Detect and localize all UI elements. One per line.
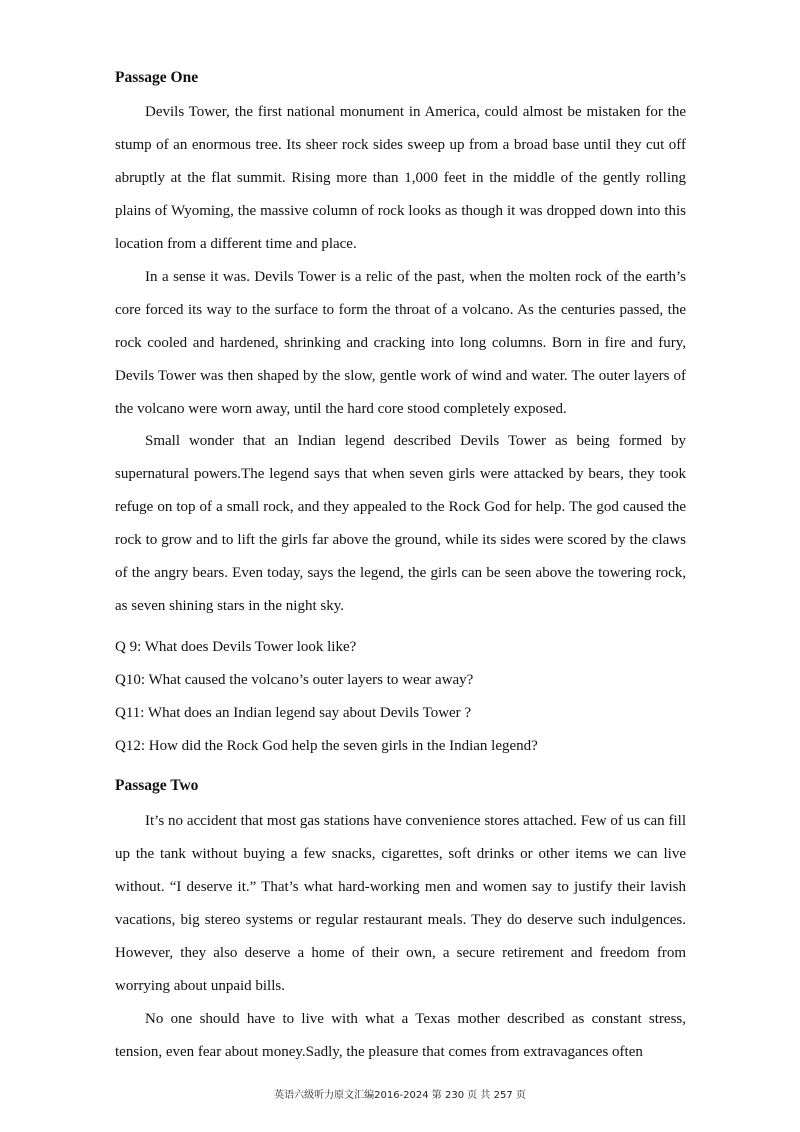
page-footer: 英语六级听力原文汇编2016-2024 第 230 页 共 257 页	[274, 1090, 526, 1101]
question-9: Q 9: What does Devils Tower look like?	[115, 639, 357, 655]
passage-one-title: Passage One	[115, 69, 199, 86]
passage-one-paragraph-2: In a sense it was. Devils Tower is a relic of the past, when the molten rock of the earth’s core forced its way to the surface to form the throat of a volcano. As the centuries passed, the rock cooled and hardened, shrinking and cracking into long columns. Born in fire and fury, Devils Tower was then shaped by the slow, gentle work of wind and water. The outer layers of the volcano were worn away, until the hard core stood completely exposed.	[115, 269, 686, 417]
passage-two-paragraph-2: No one should have to live with what a Texas mother described as constant stress, tension, even fear about money.Sadly, the pleasure that comes from extravagances often	[115, 1011, 686, 1060]
passage-one-paragraph-3: Small wonder that an Indian legend described Devils Tower as being formed by supernatural powers.The legend says that when seven girls were attacked by bears, they took refuge on top of a small rock, and they appealed to the Rock God for help. The god caused the rock to grow and to lift the girls far above the ground, while its sides were scored by the claws of the angry bears. Even today, says the legend, the girls can be seen above the towering rock, as seven shining stars in the night sky.	[115, 433, 686, 614]
passage-two-title: Passage Two	[115, 777, 199, 794]
question-10: Q10: What caused the volcano’s outer layers to wear away?	[115, 672, 474, 688]
passage-one-paragraph-1: Devils Tower, the first national monument in America, could almost be mistaken for the stump of an enormous tree. Its sheer rock sides sweep up from a broad base until they cut off abruptly at the flat summit. Rising more than 1,000 feet in the middle of the gently rolling plains of Wyoming, the massive column of rock looks as though it was dropped down into this location from a different time and place.	[115, 104, 686, 252]
question-12: Q12: How did the Rock God help the seven girls in the Indian legend?	[115, 738, 538, 754]
question-11: Q11: What does an Indian legend say about Devils Tower ?	[115, 705, 472, 721]
passage-two-paragraph-1: It’s no accident that most gas stations have convenience stores attached. Few of us can fill up the tank without buying a few snacks, cigarettes, soft drinks or other items we can live without. “I deserve it.” That’s what hard-working men and women say to justify their lavish vacations, big stereo systems or regular restaurant meals. They do deserve such indulgences. However, they also deserve a home of their own, a secure retirement and freedom from worrying about unpaid bills.	[115, 813, 686, 994]
